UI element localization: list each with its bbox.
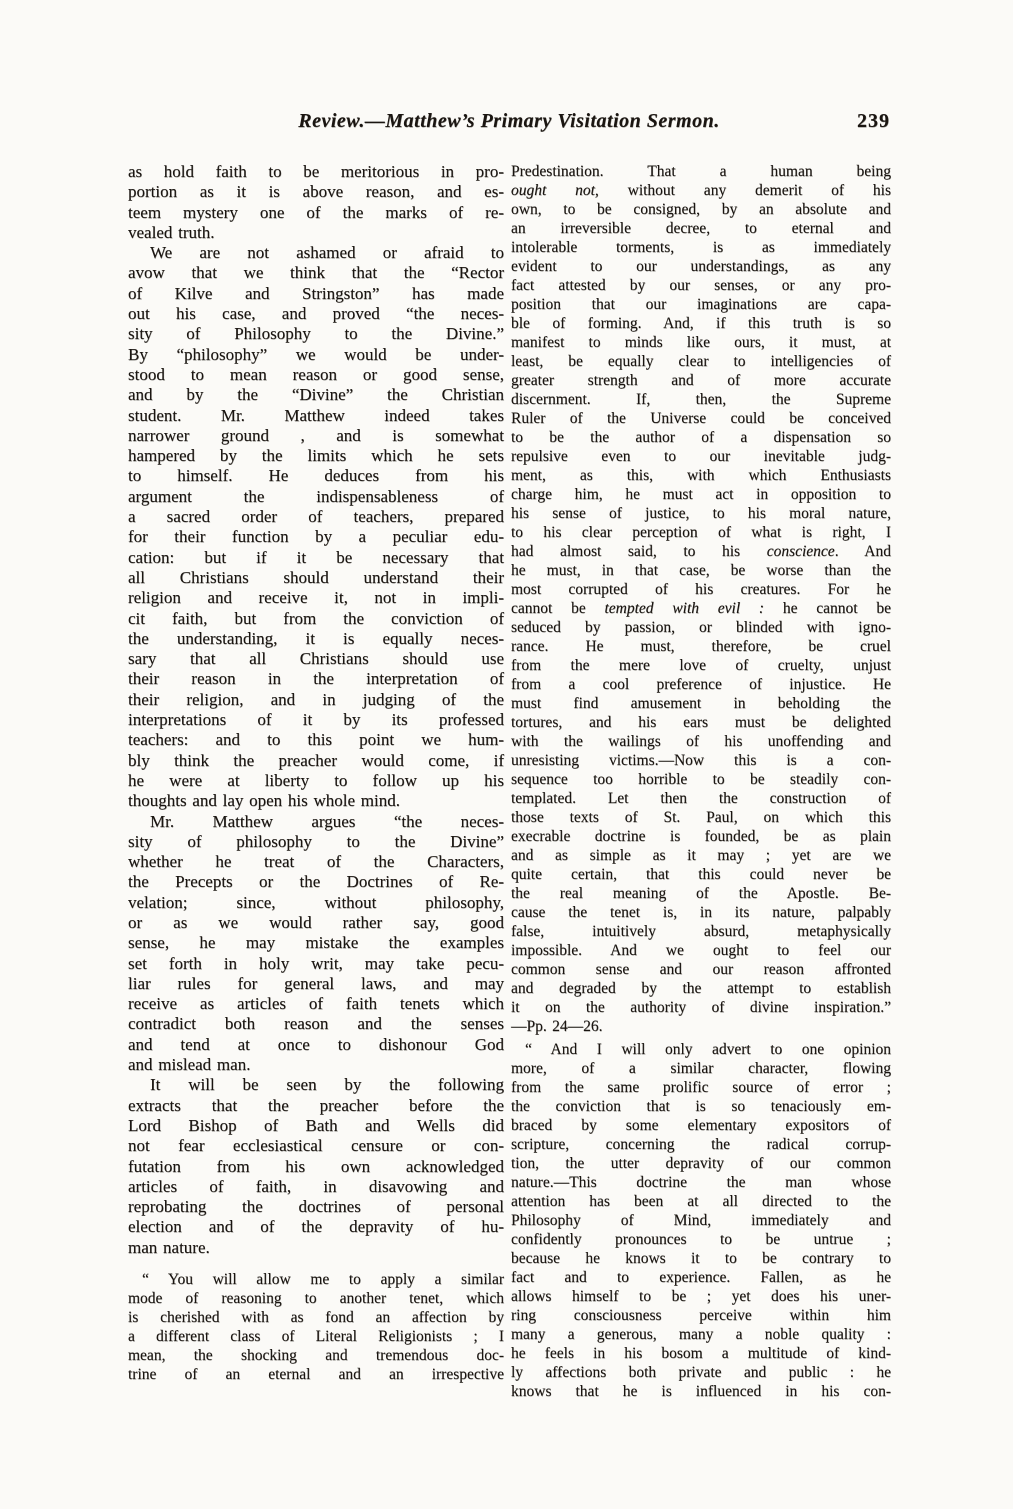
text-line: ought not, without any demerit of his	[511, 182, 891, 199]
text-line: student. Mr. Matthew indeed takes	[128, 405, 504, 425]
text-line: his sense of justice, to his moral nature,	[511, 505, 891, 522]
paragraph	[128, 812, 504, 1076]
text-line: seduced by passion, or blinded with igno-	[511, 619, 891, 636]
text-line: ring consciousness perceive within him	[511, 1307, 891, 1324]
paragraph	[128, 162, 504, 243]
text-line: it on the authority of divine inspiration.”	[511, 999, 891, 1016]
text-line: and by the “Divine” the Christian	[128, 385, 504, 405]
text-line: greater strength and of more accurate	[511, 372, 891, 389]
text-line: repulsive even to our inevitable judg-	[511, 448, 891, 465]
text-line: argument the indispensableness of	[128, 486, 504, 506]
text-line: “ And I will only advert to one opinion	[525, 1041, 891, 1058]
text-line: set forth in holy writ, may take pecu-	[128, 953, 504, 973]
text-line: trine of an eternal and an irrespective	[128, 1366, 504, 1384]
text-line: all Christians should understand their	[128, 567, 504, 587]
text-line: sity of philosophy to the Divine”	[128, 831, 504, 851]
page-number: 239	[857, 110, 890, 132]
text-line: bly think the preacher would come, if	[128, 750, 504, 770]
text-line: an irreversible decree, to eternal and	[511, 220, 891, 237]
text-line: —Pp. 24—26.	[511, 1018, 603, 1035]
text-line: templated. Let then the construction of	[511, 790, 891, 807]
text-line: nature.—This doctrine the man whose	[511, 1174, 891, 1191]
text-line: religion and receive it, not in impli-	[128, 588, 504, 608]
text-line: Philosophy of Mind, immediately and	[511, 1212, 891, 1229]
text-line: teem mystery one of the marks of re-	[128, 202, 504, 222]
text-line: from the same prolific source of error ;	[511, 1079, 891, 1096]
text-line: We are not ashamed or afraid to	[150, 243, 504, 263]
text-line: liar rules for general laws, and may	[128, 973, 504, 993]
text-line: It will be seen by the following	[150, 1075, 504, 1095]
paragraph	[511, 162, 891, 1036]
text-line: not fear ecclesiastical censure or con-	[128, 1136, 504, 1156]
text-line: own, to be consigned, by an absolute and	[511, 201, 891, 218]
text-line: quite certain, that this could never be	[511, 866, 891, 883]
text-line: stood to mean reason or good sense,	[128, 364, 504, 384]
text-line: man nature.	[128, 1237, 210, 1257]
text-line: the conviction that is so tenaciously em-	[511, 1098, 891, 1115]
text-line: rance. He must, therefore, be cruel	[511, 638, 891, 655]
text-line: Mr. Matthew argues “the neces-	[150, 811, 504, 831]
text-line: receive as articles of faith tenets which	[128, 994, 504, 1014]
text-line: the understanding, it is equally neces-	[128, 628, 504, 648]
text-line: sity of Philosophy to the Divine.”	[128, 324, 504, 344]
text-line: futation from his own acknowledged	[128, 1156, 504, 1176]
text-line: to himself. He deduces from his	[128, 466, 504, 486]
text-line: reprobating the doctrines of personal	[128, 1197, 504, 1217]
column-left	[128, 162, 504, 1384]
text-line: must find amusement in beholding the	[511, 695, 891, 712]
text-line: Lord Bishop of Bath and Wells did	[128, 1115, 504, 1135]
paragraph	[128, 1270, 504, 1384]
text-line: sequence too horrible to be steadily con-	[511, 771, 891, 788]
text-line: extracts that the preacher before the	[128, 1095, 504, 1115]
text-line: “ You will allow me to apply a similar	[142, 1271, 504, 1289]
text-line: had almost said, to his conscience. And	[511, 543, 891, 560]
text-line: manifest to minds like ours, it must, at	[511, 334, 891, 351]
running-title: Review.—Matthew’s Primary Visitation Sermon.	[298, 110, 720, 132]
text-line: tortures, and his ears must be delighted	[511, 714, 891, 731]
text-line: or as we would rather say, good	[128, 912, 504, 932]
text-line: avow that we think that the “Rector	[128, 263, 504, 283]
text-line: impossible. And we ought to feel our	[511, 942, 891, 959]
text-line: from a cool preference of injustice. He	[511, 676, 891, 693]
text-line: of Kilve and Stringston” has made	[128, 283, 504, 303]
text-line: cit faith, but from the conviction of	[128, 608, 504, 628]
text-line: and mislead man.	[128, 1055, 251, 1075]
text-line: is cherished with as fond an affection by	[128, 1309, 504, 1327]
text-line: evident to our understandings, as any	[511, 258, 891, 275]
text-line: ly affections both private and public : he	[511, 1364, 891, 1381]
text-line: and degraded by the attempt to establish	[511, 980, 891, 997]
text-line: sary that all Christians should use	[128, 649, 504, 669]
text-line: ble of forming. And, if this truth is so	[511, 315, 891, 332]
text-line: out his case, and proved “the neces-	[128, 304, 504, 324]
text-line: position that our imaginations are capa-	[511, 296, 891, 313]
text-line: he were at liberty to follow up his	[128, 770, 504, 790]
text-line: many a generous, many a noble quality :	[511, 1326, 891, 1343]
text-line: a sacred order of teachers, prepared	[128, 507, 504, 527]
text-line: false, intuitively absurd, metaphysically	[511, 923, 891, 940]
text-line: confidently pronounces to be untrue ;	[511, 1231, 891, 1248]
text-line: cation: but if it be necessary that	[128, 547, 504, 567]
paragraph	[511, 1040, 891, 1401]
page-header	[128, 110, 890, 140]
text-line: to his clear perception of what is right, I	[511, 524, 891, 541]
text-line: portion as it is above reason, and es-	[128, 182, 504, 202]
text-line: scripture, concerning the radical corrup-	[511, 1136, 891, 1153]
text-line: tion, the utter depravity of our common	[511, 1155, 891, 1172]
text-line: he feels in his bosom a multitude of kind-	[511, 1345, 891, 1362]
text-line: and as simple as it may ; yet are we	[511, 847, 891, 864]
text-line: braced by some elementary expositors of	[511, 1117, 891, 1134]
text-line: velation; since, without philosophy,	[128, 892, 504, 912]
text-line: he must, in that case, be worse than the	[511, 562, 891, 579]
text-line: hampered by the limits which he sets	[128, 446, 504, 466]
text-line: cause the tenet is, in its nature, palpably	[511, 904, 891, 921]
text-line: common sense and our reason affronted	[511, 961, 891, 978]
text-line: fact and to experience. Fallen, as he	[511, 1269, 891, 1286]
text-line: ment, as this, with which Enthusiasts	[511, 467, 891, 484]
text-line: with the wailings of his unoffending and	[511, 733, 891, 750]
text-line: attention has been at all directed to the	[511, 1193, 891, 1210]
text-line: charge him, he must act in opposition to	[511, 486, 891, 503]
text-line: mode of reasoning to another tenet, which	[128, 1290, 504, 1308]
text-line: vealed truth.	[128, 222, 215, 242]
text-line: By “philosophy” we would be under-	[128, 344, 504, 364]
text-line: cannot be tempted with evil : he cannot be	[511, 600, 891, 617]
text-line: for their function by a peculiar edu-	[128, 527, 504, 547]
text-line: as hold faith to be meritorious in pro-	[128, 162, 504, 181]
text-line: Ruler of the Universe could be conceived	[511, 410, 891, 427]
text-line: contradict both reason and the senses	[128, 1014, 504, 1034]
text-line: least, be equally clear to intelligencies of	[511, 353, 891, 370]
text-line: sense, he may mistake the examples	[128, 933, 504, 953]
text-line: allows himself to be ; yet does his uner-	[511, 1288, 891, 1305]
text-line: thoughts and lay open his whole mind.	[128, 791, 401, 811]
paragraph	[128, 243, 504, 811]
paragraph	[128, 1075, 504, 1258]
text-line: unresisting victims.—Now this is a con-	[511, 752, 891, 769]
text-line: knows that he is influenced in his con-	[511, 1383, 891, 1400]
text-line: discernment. If, then, the Supreme	[511, 391, 891, 408]
text-line: because he knows it to be contrary to	[511, 1250, 891, 1267]
text-line: a different class of Literal Religionists ; I	[128, 1328, 504, 1346]
text-line: mean, the shocking and tremendous doc-	[128, 1347, 504, 1365]
text-line: more, of a similar character, flowing	[511, 1060, 891, 1077]
text-line: their reason in the interpretation of	[128, 669, 504, 689]
text-line: articles of faith, in disavowing and	[128, 1176, 504, 1196]
text-line: from the mere love of cruelty, unjust	[511, 657, 891, 674]
text-line: whether he treat of the Characters,	[128, 852, 504, 872]
text-line: to be the author of a dispensation so	[511, 429, 891, 446]
text-line: the real meaning of the Apostle. Be-	[511, 885, 891, 902]
text-line: interpretations of it by its professed	[128, 710, 504, 730]
text-line: most corrupted of his creatures. For he	[511, 581, 891, 598]
text-line: election and of the depravity of hu-	[128, 1217, 504, 1237]
text-line: Predestination. That a human being	[511, 163, 891, 180]
text-line: fact attested by our senses, or any pro-	[511, 277, 891, 294]
text-line: the Precepts or the Doctrines of Re-	[128, 872, 504, 892]
text-line: and tend at once to dishonour God	[128, 1034, 504, 1054]
text-line: execrable doctrine is founded, be as plain	[511, 828, 891, 845]
column-right	[511, 162, 891, 1401]
text-line: intolerable torments, is as immediately	[511, 239, 891, 256]
text-line: their religion, and in judging of the	[128, 689, 504, 709]
text-line: teachers: and to this point we hum-	[128, 730, 504, 750]
text-line: narrower ground , and is somewhat	[128, 425, 504, 445]
text-line: those texts of St. Paul, on which this	[511, 809, 891, 826]
